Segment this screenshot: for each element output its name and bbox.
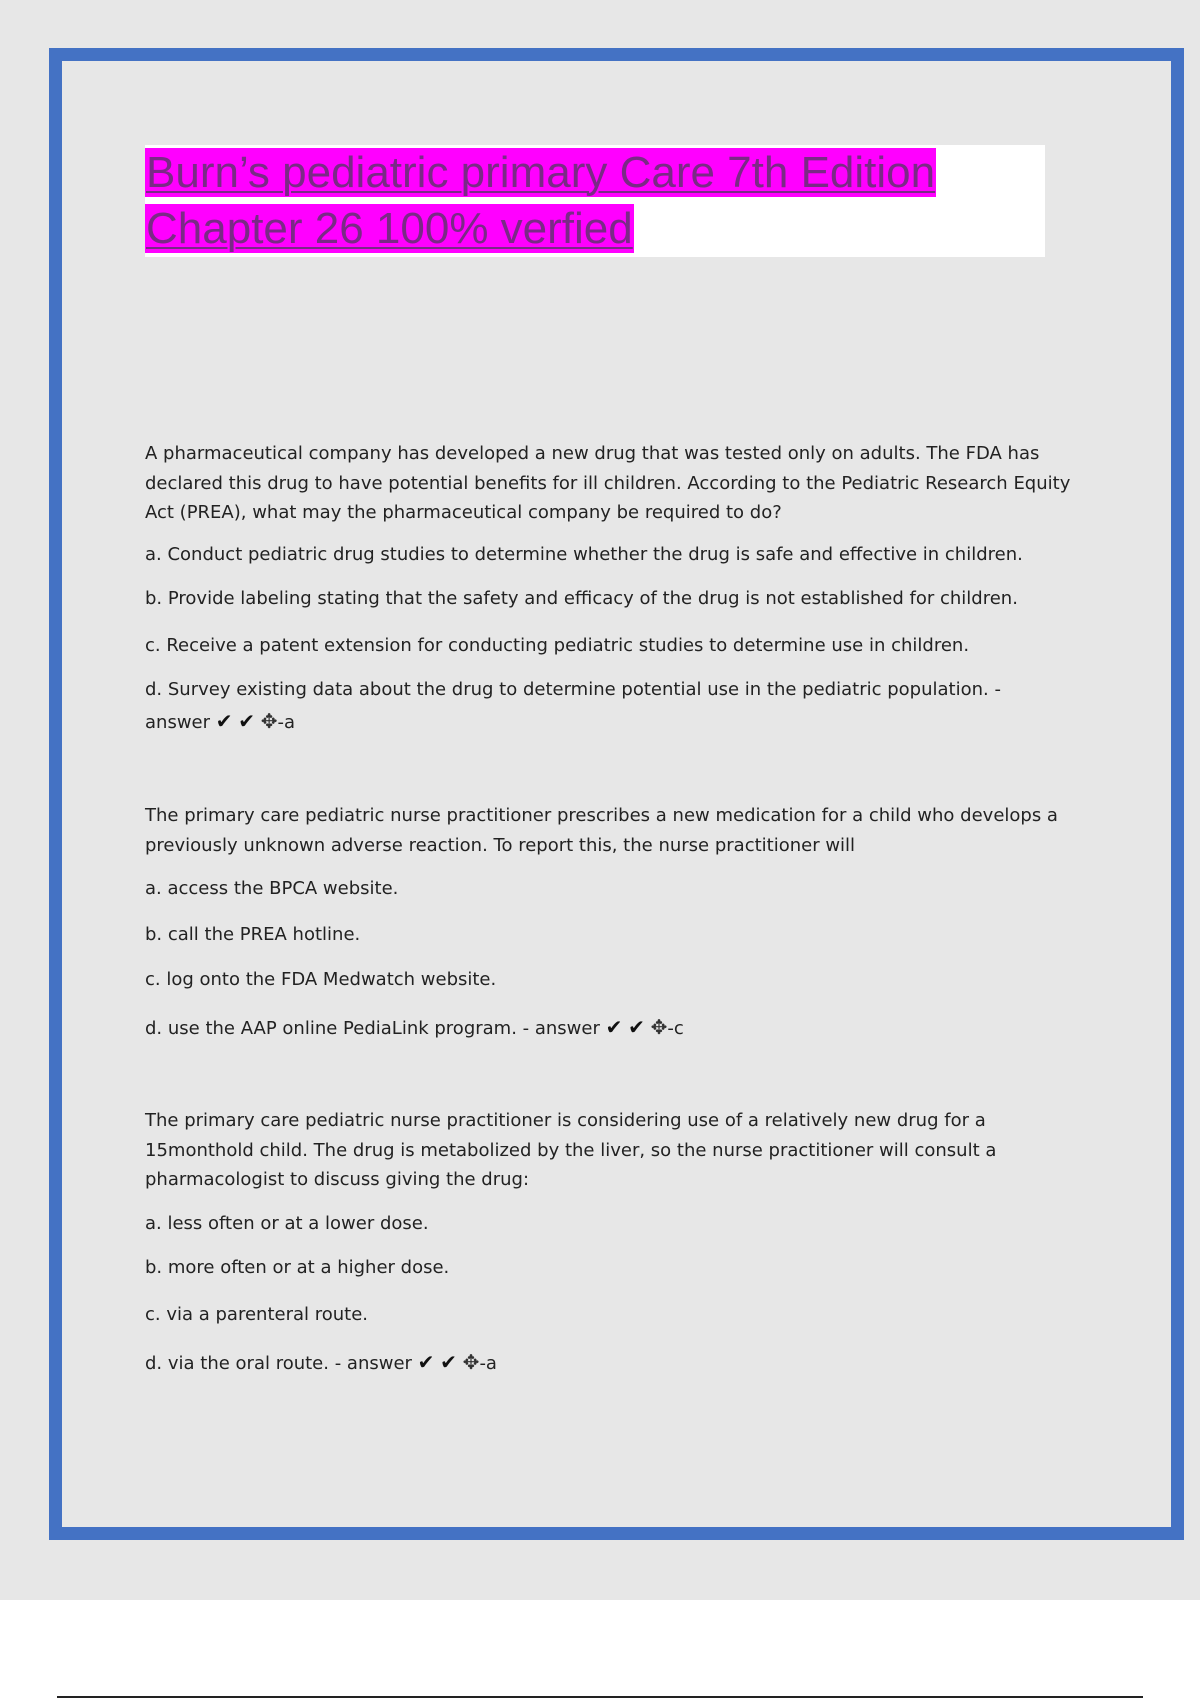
question-stem: The primary care pediatric nurse practitioner prescribes a new medication for a child who develops a previously unknown adverse reaction. To report this, the nurse practitioner will [145, 805, 1058, 856]
option-a: a. less often or at a lower dose. [145, 1213, 429, 1234]
option-b: b. Provide labeling stating that the safety and efficacy of the drug is not established for children. [145, 588, 1018, 609]
question-2 [145, 801, 1085, 1051]
option-a: a. access the BPCA website. [145, 878, 399, 899]
sparkle-icon: ✥ [260, 709, 278, 733]
option-d-text: d. via the oral route. - answer [145, 1353, 412, 1374]
check-mark-icon: ✔ [238, 709, 256, 733]
option-b: b. more often or at a higher dose. [145, 1257, 450, 1278]
answer-letter: -a [277, 712, 296, 733]
answer-label: answer [145, 712, 211, 733]
question-3 [145, 1106, 1085, 1386]
footer-rule [57, 1696, 1143, 1698]
option-d-text: d. use the AAP online PediaLink program. - answer [145, 1018, 600, 1039]
option-d: d. Survey existing data about the drug to determine potential use in the pediatric population. - [145, 679, 1001, 700]
sparkle-icon: ✥ [650, 1015, 668, 1039]
check-mark-icon: ✔ [417, 1350, 435, 1374]
answer-line [145, 707, 295, 737]
question-1 [145, 439, 1085, 749]
option-c: c. Receive a patent extension for conducting pediatric studies to determine use in children. [145, 635, 970, 656]
document-title-line-1: Burn’s pediatric primary Care 7th Edition [146, 148, 936, 197]
sparkle-icon: ✥ [462, 1350, 480, 1374]
option-a: a. Conduct pediatric drug studies to determine whether the drug is safe and effective in children. [145, 544, 1023, 565]
option-c: c. via a parenteral route. [145, 1304, 369, 1325]
option-b: b. call the PREA hotline. [145, 924, 361, 945]
answer-letter: -a [479, 1353, 497, 1374]
option-d [145, 1013, 684, 1043]
answer-letter: -c [667, 1018, 684, 1039]
option-d [145, 1348, 497, 1378]
check-mark-icon: ✔ [215, 709, 233, 733]
option-c: c. log onto the FDA Medwatch website. [145, 969, 497, 990]
question-stem: The primary care pediatric nurse practitioner is considering use of a relatively new drug for a 15monthold child. The drug is metabolized by the liver, so the nurse practitioner will consult a pharmacologist to discuss giving the drug: [145, 1110, 997, 1190]
document-title-line-2: Chapter 26 100% verfied [146, 204, 633, 253]
check-mark-icon: ✔ [440, 1350, 457, 1374]
check-mark-icon: ✔ [628, 1015, 645, 1039]
check-mark-icon: ✔ [605, 1015, 623, 1039]
question-stem: A pharmaceutical company has developed a new drug that was tested only on adults. The FDA has declared this drug to have potential benefits for ill children. According to the Pediatric Research Equity Act (PREA), what may the pharmaceutical company be required to do? [145, 443, 1071, 523]
